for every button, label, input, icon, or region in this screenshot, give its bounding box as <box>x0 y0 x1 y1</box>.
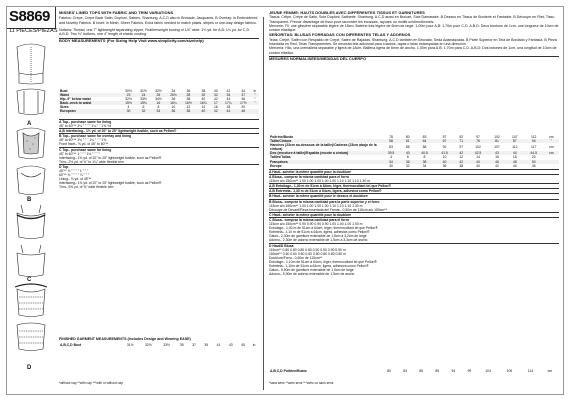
table-cell: 50 <box>531 159 536 164</box>
row-label: Sizes <box>60 105 69 110</box>
table-cell: 40 <box>201 97 206 102</box>
table-cell: 15¾ <box>140 101 147 106</box>
yardage-french-spanish <box>269 169 559 276</box>
yardage-line: Adorno– 5,90m de adorno extensible de 1,5cm de ancho <box>269 272 355 277</box>
row-label: A,B,C,D Bust <box>60 343 82 347</box>
table-cell: 102 <box>475 145 481 150</box>
yardage-line: 150cm** 0.60 0.60 0.60 0.60 0.80 0.80 0.80 0.80 m <box>269 251 346 256</box>
table-cell: 40 <box>476 163 480 168</box>
table-cell: 107 <box>511 135 518 139</box>
line-drawings <box>9 39 53 371</box>
table-cell <box>544 164 559 168</box>
table-cell: 4 <box>127 105 130 110</box>
yardage-line: B Blusa– comprar la misma cantidad para la parte superior y el forro <box>269 199 559 204</box>
table-row <box>59 109 259 113</box>
table-cell: 36 <box>186 89 191 93</box>
table-cell: 10 <box>171 105 176 110</box>
table-cell: cm <box>549 135 554 139</box>
table-cell: 16¼ <box>170 101 177 106</box>
yardage-line: 45" to 60"** 1⅛ " " " " 1¼ " " 1⅜ Yd <box>59 124 112 129</box>
table-cell: 32½ <box>145 343 152 347</box>
yardage-line: 45" to 60"** 1 " " " 1⅛ " " " " <box>59 151 100 156</box>
table-cell: 16½ <box>185 101 192 106</box>
yardage-line: Front Inset– ⅝ yd. of 45" to 60"** <box>59 142 109 147</box>
table-cell: 28 <box>186 93 191 98</box>
table-cell: 17½ <box>240 101 247 106</box>
mercerie-text: Mercerie: Fil, une glissière séparable légère de 18cm. Baleine très légère de 6mm de large. 1,00m pour A,B: 1,70m pour C,D. A,B,D: Deux boutons de 1cm, une longueur de 10cm de cordon élastique. <box>269 23 559 33</box>
table-cell: 16 <box>213 105 218 110</box>
yardage-line: Lining– ⅝ yd. of 45"** <box>59 177 92 182</box>
top-b-drawing <box>9 125 53 201</box>
yardage-line: 115cm a/o 150cm** 1.00 1.00 1.00 1.00 1.10 1.10 1.10 1.30 m <box>269 203 363 208</box>
yardage-line: Trim– 6⅝ yd. of ⅝" wide flexible trim <box>59 185 114 190</box>
yardage-line: Entretela– 1,10 m de 51cm a 64cm, ligera, adhesiva como Pellon® <box>269 230 370 235</box>
table-cell: 4 <box>390 155 392 160</box>
spanish-title: SEÑORITAS: BLUSAS FORRADAS CON DIFERENTES TELAS Y ADORNOS <box>269 32 411 38</box>
pieces-count: 11 PIECES/PIEZAS <box>9 28 58 34</box>
yardage-line: A,B Entoilage– 1,30 m de 51cm à 64cm, léger, thermocollant tel que Pellon® <box>269 183 559 188</box>
yardage-line: C Haut– acheter la même quantité pour la doublure <box>269 212 559 217</box>
table-cell: 18 <box>226 105 231 110</box>
table-cell: 102 <box>494 135 500 139</box>
table-cell: in <box>252 343 256 347</box>
table-cell: 34 <box>171 89 176 93</box>
yardage-line: Entoilage– 1,10m de 51cm à 64cm, léger, thermocollant tel que Pellon® <box>269 259 377 264</box>
table-cell: 20 <box>531 155 536 160</box>
row-label: Back–neck to waist <box>60 101 92 106</box>
table-cell: 107 <box>494 145 500 150</box>
table-cell: 12 <box>459 155 464 160</box>
table-cell: 43 <box>228 343 233 347</box>
table-cell: 36 <box>405 159 410 164</box>
yardage-line: 115cm a/o 150cm** 0.90 0.90 0.90 0.90 1.00 1.00 1.00 1.00 m <box>269 222 363 227</box>
table-cell: 42 <box>459 159 464 164</box>
yardage-line: A Haut– acheter la même quantité pour la doublure <box>269 169 559 174</box>
finished-measurements-table-fr <box>269 369 559 373</box>
yardage-line: D Haut/D Blusa <box>269 243 559 248</box>
table-cell: 38 <box>422 159 427 164</box>
table-cell <box>251 109 259 113</box>
fabrics-text: Fabrics: Crepe, Crepe Back Satin, Dupioni, Sateen, Shantung, A,C,D also in Brocade, Jacquards. B Overlay: in Embroidered and Novelty Fabrics. B Inset: in Mesh, Sheer Fabrics. Extra fabric needed to match plaids, stripes or one-way design fabrics. <box>59 16 258 25</box>
table-cell: 38 <box>186 109 191 114</box>
table-cell: 10 <box>442 155 447 160</box>
table-cell: 112 <box>531 135 537 139</box>
table-cell: in <box>253 89 257 93</box>
row-label: Hanches (23cm au-dessous de la taille)/Caderas (23cm abajo de la cintura) <box>270 143 377 152</box>
row-label: Europe <box>270 163 282 168</box>
yardage-line: C Top– purchase same for lining <box>59 147 259 152</box>
table-cell: 30 <box>126 109 131 114</box>
table-cell: 78 <box>389 135 393 139</box>
table-cell: 34 <box>226 93 231 98</box>
yardage-line: Interfacing– 1⅜ yd. of 20" to 25" lightweight fusible, such as Pellon® <box>59 181 162 186</box>
yardage-line: Galon– 5,90m de garniture extensible de 1,5cm de large <box>269 268 354 273</box>
table-cell: 37 <box>192 343 196 347</box>
top-d-drawing <box>9 283 53 365</box>
yardage-line: 45"** ⅞ " " " " 1 " " " <box>59 169 89 174</box>
table-cell: 33½ <box>163 343 170 347</box>
table-cell: 92 <box>442 145 447 150</box>
table-cell: 14 <box>201 105 206 110</box>
row-label: Taille/Cintura <box>270 139 292 144</box>
table-cell: 80 <box>405 135 410 139</box>
row-label: Tailles/Tallas <box>270 155 291 160</box>
table-cell: 40 <box>201 109 206 114</box>
table-cell: 40 <box>405 151 410 156</box>
table-cell: 44 <box>476 159 480 164</box>
table-cell: 25 <box>156 93 161 98</box>
table-cell: 37 <box>241 93 246 98</box>
table-cell: 42 <box>495 163 499 168</box>
table-cell: 112 <box>512 145 518 150</box>
figure-c <box>9 203 53 281</box>
yardage-line: B Top– purchase same for overlay and lining <box>59 133 259 138</box>
table-cell: 16 <box>495 155 499 160</box>
merceria-text: Mercería: Hilo, una cremallera separable y ligera de 18cm. Ballena ligera de 6mm de ancho. 1,00m para A,B: 1,70m para C,D. A,B,D: Dos botones de 1cm, una longitud de 10cm de cordón elástico. <box>269 46 557 55</box>
table-cell: 61 <box>405 139 410 144</box>
table-cell: 46 <box>531 163 536 168</box>
table-cell: 89 <box>435 369 440 373</box>
yardage-line: A Blusa– comprar la misma cantidad para el forro <box>269 174 559 179</box>
finished-title: FINISHED GARMENT MEASUREMENTS (Includes Design and Wearing EASE) <box>59 337 191 341</box>
body-measurements-table <box>59 89 259 114</box>
english-title: MISSES' LINED TOPS WITH FABRIC AND TRIM VARIATIONS <box>59 10 174 15</box>
table-cell: 23 <box>126 93 131 98</box>
pattern-number: S8869 <box>9 8 50 25</box>
table-cell: 85 <box>405 145 410 150</box>
tissus-text: Tissus: Crêpe, Crêpe de Satin, Soie Dupioni, Satinette, Shantung, A,C,D aussi en Brocart, Soie Damassée. B Dessus en Tissus de Broderie et Fantaisie. B Découpe en Filet, Tissu Transparent. Prévoir davantage de tissu pour raccorder les écossais, rayures ou motifs unidirectionnels. <box>269 15 555 24</box>
table-cell: 20 <box>241 105 246 110</box>
table-cell: 46 <box>241 97 246 102</box>
row-label: A,B,C,D Poitrine/Busto <box>270 369 307 373</box>
table-cell: cm <box>549 145 554 150</box>
row-label: Françaises <box>270 159 288 164</box>
table-cell: 18 <box>512 155 517 160</box>
english-section <box>59 11 259 44</box>
table-cell: 40 <box>213 89 218 93</box>
table-cell: 71 <box>459 139 464 144</box>
figure-d <box>9 283 53 371</box>
yardage-line: A Top– purchase same for lining <box>59 119 259 124</box>
mesures-table <box>269 135 559 168</box>
table-cell: 99 <box>467 369 472 373</box>
table-cell: 114 <box>527 369 534 373</box>
table-cell: " <box>550 139 552 144</box>
row-label: Dos (encolure à taille)/Espalda (escote a cintura) <box>270 151 349 156</box>
row-label: Poitrine/Busto <box>270 135 294 139</box>
table-cell: 17¼ <box>225 101 232 106</box>
yardage-line: Trim– 2½ yd. of ⅝" to 1¼" wide flexible trim <box>59 159 125 164</box>
figure-letter: D <box>27 365 32 371</box>
table-cell: cm <box>549 151 554 156</box>
table-cell: 83 <box>422 135 427 139</box>
row-label: European <box>60 109 76 114</box>
table-cell: 36 <box>171 109 176 114</box>
mesures-title: MESURES NORMALISÉES/MEDIDAS DEL CUERPO <box>269 55 367 61</box>
table-cell: 64 <box>422 139 427 144</box>
notions-text: Notions: Thread, one 7" lightweight separating zipper, Featherweight boning of 1/4" wide. 1⅓ yd. for A,B: 1⅓ yd. for C,D. A,B,D: Two ⅜" buttons, one 4" length of elastic cording. <box>59 27 251 37</box>
yardage-line: D Top <box>59 164 259 169</box>
table-cell: 76 <box>476 139 480 144</box>
table-cell: cm <box>547 369 553 373</box>
french-spanish-section <box>269 11 559 61</box>
table-cell: 40.5 <box>421 151 428 156</box>
table-cell: 97 <box>459 145 464 150</box>
table-cell: 44 <box>226 97 231 102</box>
table-cell: 81 <box>495 139 499 144</box>
table-cell: 67 <box>442 139 447 144</box>
table-row <box>269 369 559 373</box>
table-cell: 40 <box>442 159 447 164</box>
table-cell: 32½ <box>125 97 132 102</box>
table-cell: 34 <box>422 163 427 168</box>
table-cell: 30 <box>389 163 393 168</box>
table-cell: 15½ <box>125 101 132 106</box>
yardage-line: 45" to 60"** 1⅛ " " " 1¼ " " " 1⅜ <box>59 138 107 143</box>
yardage-line: Galon– 2,30m de garniture extensible de 1,5cm à 3,2cm de large <box>269 234 367 239</box>
figure-letter: C <box>27 277 32 283</box>
table-cell: 14 <box>476 155 480 160</box>
table-cell: 6 <box>406 155 409 160</box>
table-cell: 42 <box>213 97 218 102</box>
table-cell: 34½ <box>155 97 162 102</box>
table-cell: 41.5 <box>441 151 448 156</box>
yardage-line: 115cm a/o 150cm** 1.00 1.00 1.00 1.00 1.00 1.10 1.10 1.10 1.30 m <box>269 179 370 184</box>
yardage-line: 115cm** 0.80 0.80 0.80 0.80 0.90 0.90 0.90 0.90 m <box>269 247 346 252</box>
table-cell: 117 <box>531 145 537 150</box>
table-cell: 16 <box>156 101 161 106</box>
table-cell: 41 <box>216 343 221 347</box>
table-cell: 24 <box>141 93 146 98</box>
french-title: JEUNE FEMME: HAUTS DOUBLÉS AVEC DIFFÉRENTES TISSUS ET GARNITURES <box>269 10 425 15</box>
figure-letter: B <box>27 197 32 203</box>
table-row <box>269 164 559 168</box>
table-cell: 38 <box>201 89 206 93</box>
table-row <box>269 143 559 151</box>
table-cell: 39 <box>204 343 209 347</box>
top-a-drawing <box>9 39 53 123</box>
table-cell: 39.5 <box>387 151 395 156</box>
table-cell: 30 <box>201 93 206 98</box>
yardage-line: Entoilage– 1,30 m de 51cm à 64cm, léger, thermocollant tel que Pellon® <box>269 226 378 231</box>
table-cell: 32½ <box>155 89 162 93</box>
row-label: Hip–9" below waist <box>60 97 91 102</box>
yardage-line: C Blusa– comprar la misma cantidad para el forro <box>269 217 559 222</box>
table-cell: 109 <box>506 369 513 373</box>
row-label: Bust <box>60 89 68 93</box>
table-cell: 34 <box>156 109 161 114</box>
table-cell: 17 <box>213 101 218 106</box>
table-cell: 58 <box>389 139 393 144</box>
pattern-number-badge <box>7 7 56 29</box>
table-cell: 42 <box>213 109 218 114</box>
yardage-line: 60"** ⅝ " " " " ⅞ " " " <box>59 173 90 178</box>
table-cell: 87 <box>512 139 517 144</box>
table-cell: 88 <box>422 145 427 150</box>
table-cell: 12 <box>186 105 191 110</box>
table-cell: 94 <box>531 139 536 144</box>
table-cell: 44 <box>226 109 231 114</box>
table-cell: 16¾ <box>200 101 207 106</box>
table-cell: 31½ <box>140 89 147 93</box>
table-cell: 35 <box>179 343 184 347</box>
table-cell: 44.5 <box>530 151 538 156</box>
table-cell: 36 <box>171 97 176 102</box>
table-cell: 33½ <box>140 97 147 102</box>
table-cell: 45 <box>241 343 245 347</box>
table-cell: 34 <box>389 159 393 164</box>
table-row <box>59 343 259 347</box>
table-cell: " <box>254 93 256 98</box>
table-cell: 44 <box>512 163 517 168</box>
footnote-english: *without nap **with nap ***with or without nap <box>59 381 123 385</box>
figure-a <box>9 39 53 127</box>
table-cell: 42 <box>459 151 464 156</box>
table-cell: 32 <box>141 109 146 114</box>
table-cell: 83 <box>403 369 407 373</box>
table-cell: 38 <box>459 163 464 168</box>
table-cell: 30½ <box>125 89 132 93</box>
table-cell: 26½ <box>170 93 177 98</box>
table-cell: 42 <box>226 89 231 93</box>
yardage-line: A,B Entretela– 1,30 m de 51cm a 64cm, ligera, adhesiva como Pellon® <box>269 188 559 193</box>
table-cell: 92 <box>459 135 464 139</box>
table-cell: 43 <box>495 151 499 156</box>
yardage-line: Doublure/Forro– 0,60m de 115cm** <box>269 255 323 260</box>
figure-b <box>9 125 53 201</box>
body-measurements-title: BODY MEASUREMENTS (For Sizing Help Visit www.simplicity.com/sizehelp) <box>59 38 204 44</box>
table-cell: 97 <box>476 135 480 139</box>
table-cell: " <box>254 97 256 102</box>
table-cell: 83 <box>389 145 393 150</box>
table-cell: 46 <box>241 109 246 114</box>
table-cell: 36 <box>442 163 447 168</box>
table-cell: 44 <box>512 151 517 156</box>
yardage-line: Découpe de Devant/Pieza Insertada del Frente– 0,50m de 115cm a/o 150cm** <box>269 207 387 212</box>
table-cell: 87 <box>442 135 447 139</box>
table-cell: 48 <box>512 159 517 164</box>
table-cell: 80 <box>387 369 391 373</box>
telas-text: Telas: Crepé, Satén con Respaldo de Crepé, Satén de Rajadas, Shantung, A,C,D también en Brocado, Seda Adamascada. B Parte Superior en Tela de Bordado y Fantasía. B Pieza Insertada en Red, Telas Transparentes. Se necesita tela adicional para cuadros, rayas o telas estampadas en una dirección. <box>269 37 557 47</box>
row-label: Waist <box>60 93 69 98</box>
table-cell: 104 <box>485 369 491 373</box>
yardage-line: B Haut– acheter la même quantité pour le dessus et doublure <box>269 193 559 198</box>
table-cell: 85 <box>419 369 424 373</box>
table-cell: 42.5 <box>474 151 482 156</box>
table-cell: 32 <box>213 93 218 98</box>
table-cell: 6 <box>142 105 145 110</box>
top-c-drawing <box>9 203 53 281</box>
table-cell: 46 <box>495 159 499 164</box>
yardage-line: A,B Interfacing– 1½ yd. of 20" to 25" lightweight fusible, such as Pellon® <box>59 128 259 133</box>
table-cell: 38 <box>186 97 191 102</box>
figure-letter: A <box>27 121 32 127</box>
footnote-french: *sans sens **avec sens ***avec ou sans sens <box>269 381 334 385</box>
yardage-line: Entretela– 1,10m de 51cm a 64cm, ligera, adhesiva como Pellon® <box>269 263 369 268</box>
yardage-english <box>59 119 259 190</box>
table-cell: 44 <box>241 89 246 93</box>
table-cell: 8 <box>423 155 426 160</box>
table-cell: 94 <box>451 369 456 373</box>
finished-measurements-table <box>59 343 259 347</box>
yardage-line: Interfacing– 1⅜ yd. of 20" to 25" lightweight fusible, such as Pellon® <box>59 155 162 160</box>
pattern-envelope-back <box>6 6 564 395</box>
table-cell: 8 <box>157 105 160 110</box>
table-cell: " <box>254 101 256 106</box>
column-divider <box>263 17 264 390</box>
table-cell: 32 <box>405 163 410 168</box>
yardage-line: Adorno– 2,30m de adorno extensible de 1,5cm a 3,3cm de ancho <box>269 238 368 243</box>
table-cell: 31½ <box>126 343 134 347</box>
